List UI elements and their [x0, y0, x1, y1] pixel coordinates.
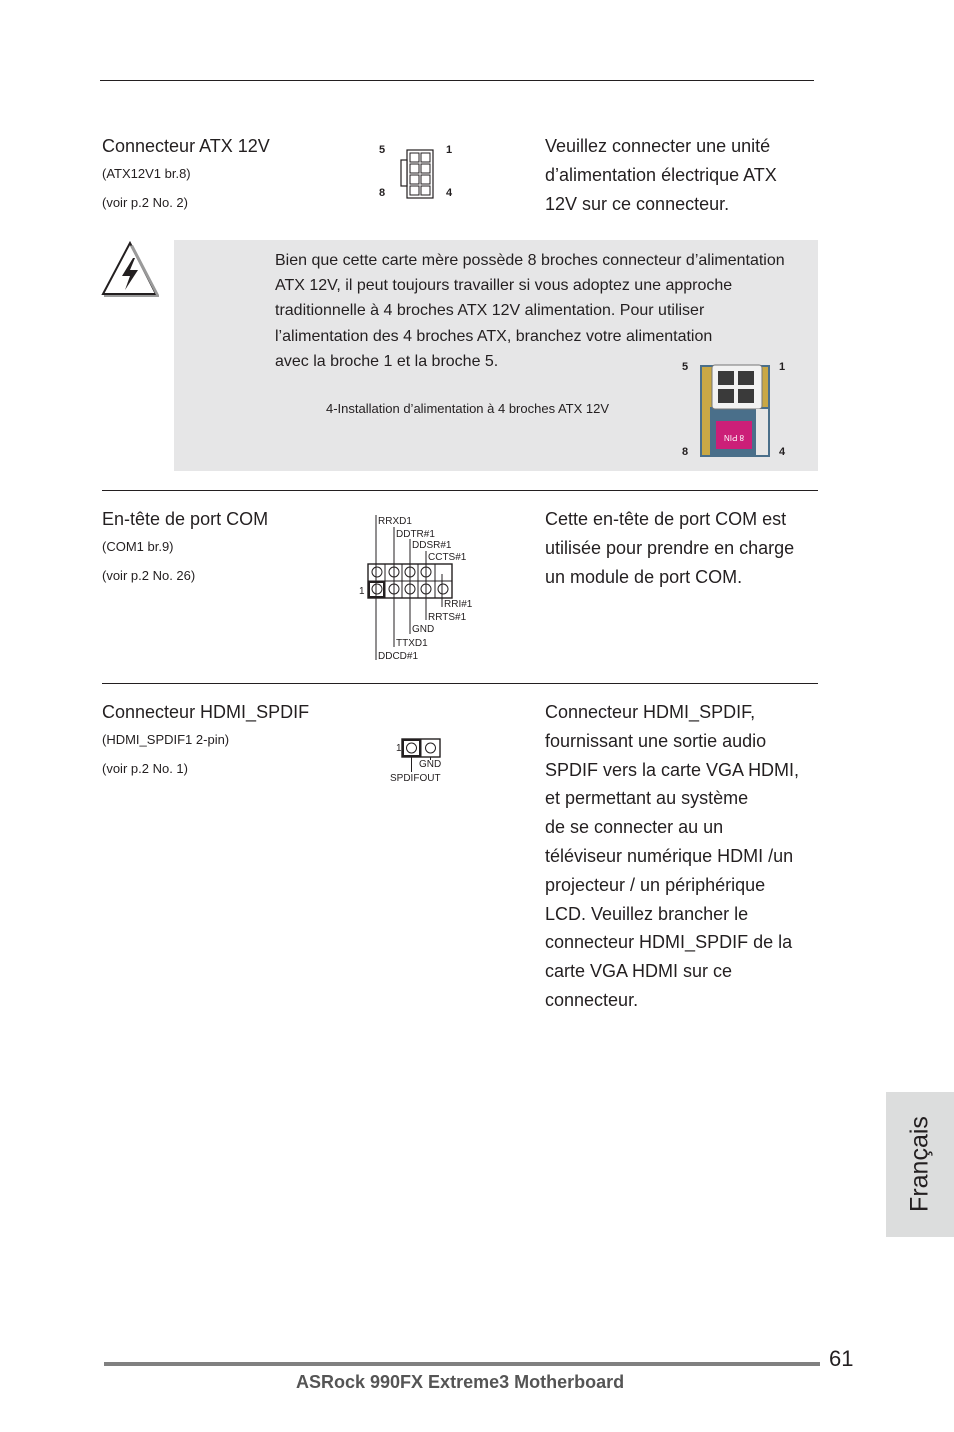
hdmi-desc-line: téléviseur numérique HDMI /un: [545, 845, 794, 866]
note-caption: 4-Installation d’alimentation à 4 broches ATX 12V: [326, 401, 610, 416]
hdmi-desc-line: connecteur.: [545, 989, 639, 1010]
com-desc-line: un module de port COM.: [545, 566, 743, 587]
hdmi-desc-line: LCD. Veuillez brancher le: [545, 903, 749, 924]
com-label-ccts1: CCTS#1: [428, 552, 467, 563]
com-desc-line: utilisée pour prendre en charge: [545, 537, 795, 558]
atx-desc-line: d’alimentation électrique ATX: [545, 164, 777, 185]
atx-pin-label-8: 8: [379, 187, 386, 199]
com-top-rule: [102, 490, 818, 491]
hdmi-desc-line: connecteur HDMI_SPDIF de la: [545, 932, 793, 953]
com-see: (voir p.2 No. 26): [102, 568, 196, 583]
atx-pin-label-1: 1: [446, 144, 453, 156]
language-tab-label: Français: [905, 1116, 934, 1212]
com-label-rrxd1: RRXD1: [378, 516, 412, 527]
atx-pin-label-5: 5: [379, 144, 386, 156]
hdmi-desc-line: SPDIF vers la carte VGA HDMI,: [545, 759, 800, 780]
atx-title: Connecteur ATX 12V: [102, 136, 270, 156]
hdmi-desc-line: et permettant au système: [545, 788, 749, 809]
com-title: En-tête de port COM: [102, 509, 269, 529]
photo-pin-label-8: 8: [682, 446, 689, 458]
photo-pin-label-4: 4: [779, 446, 786, 458]
note-line: avec la broche 1 et la broche 5.: [275, 352, 499, 370]
note-line: Bien que cette carte mère possède 8 broches connecteur d’alimentation: [275, 252, 785, 269]
hdmi-top-rule: [102, 683, 818, 684]
hdmi-spdifout-label: SPDIFOUT: [390, 773, 441, 784]
hdmi-description: [545, 698, 799, 1015]
note-line: traditionnelle à 4 broches ATX 12V alimentation. Pour utiliser: [275, 302, 705, 320]
atx-desc-line: 12V sur ce connecteur.: [545, 193, 730, 214]
com-label-ddsr1: DDSR#1: [412, 540, 452, 551]
hdmi-ref: (HDMI_SPDIF1 2-pin): [102, 732, 230, 747]
page-number: 61: [829, 1346, 854, 1371]
top-rule: [100, 80, 814, 81]
photo-pin-label-5: 5: [682, 361, 689, 373]
atx-desc-line: Veuillez connecter une unité: [545, 136, 771, 156]
hdmi-spdif-diagram: [386, 734, 456, 786]
com-label-ddtr1: DDTR#1: [396, 529, 435, 540]
hdmi-desc-line: Connecteur HDMI_SPDIF,: [545, 702, 756, 722]
hdmi-desc-line: carte VGA HDMI sur ce: [545, 961, 733, 982]
com-description: [545, 505, 794, 591]
footer-title: ASRock 990FX Extreme3 Motherboard: [296, 1372, 625, 1392]
com-header-diagram: [356, 512, 486, 664]
footer-bar: [104, 1362, 820, 1366]
note-line: l’alimentation des 4 broches ATX, branchez votre alimentation: [275, 327, 713, 345]
com-desc-line: Cette en-tête de port COM est: [545, 509, 787, 529]
note-text: [275, 248, 785, 374]
photo-pin-label-1: 1: [779, 361, 786, 373]
com-label-gnd: GND: [412, 624, 435, 635]
hdmi-see: (voir p.2 No. 1): [102, 761, 188, 776]
com-label-ttxd1: TTXD1: [396, 638, 428, 649]
atx-see: (voir p.2 No. 2): [102, 195, 188, 210]
hdmi-desc-line: fournissant une sortie audio: [545, 730, 767, 751]
com-ref: (COM1 br.9): [102, 539, 174, 554]
com-label-rrts1: RRTS#1: [428, 612, 467, 623]
com-pin-one-label: 1: [359, 586, 365, 597]
hdmi-title: Connecteur HDMI_SPDIF: [102, 702, 310, 722]
com-label-rri1: RRI#1: [444, 599, 473, 610]
atx-connector-diagram: [370, 138, 460, 204]
warning-icon: [100, 240, 162, 298]
atx-ref: (ATX12V1 br.8): [102, 166, 191, 181]
atx-photo: [676, 357, 796, 461]
note-line: ATX 12V, il peut toujours travailler si vous adoptez une approche: [275, 277, 733, 295]
atx-description: [545, 132, 777, 218]
photo-8pin-label: 8 PIN: [723, 433, 745, 442]
language-tab: [886, 1092, 954, 1237]
com-label-ddcd1: DDCD#1: [378, 651, 419, 662]
atx-pin-label-4: 4: [446, 187, 453, 199]
hdmi-desc-line: projecteur / un périphérique: [545, 874, 766, 895]
hdmi-pin-one-label: 1: [396, 743, 402, 754]
hdmi-desc-line: de se connecter au un: [545, 817, 724, 838]
hdmi-gnd-label: GND: [419, 759, 442, 770]
